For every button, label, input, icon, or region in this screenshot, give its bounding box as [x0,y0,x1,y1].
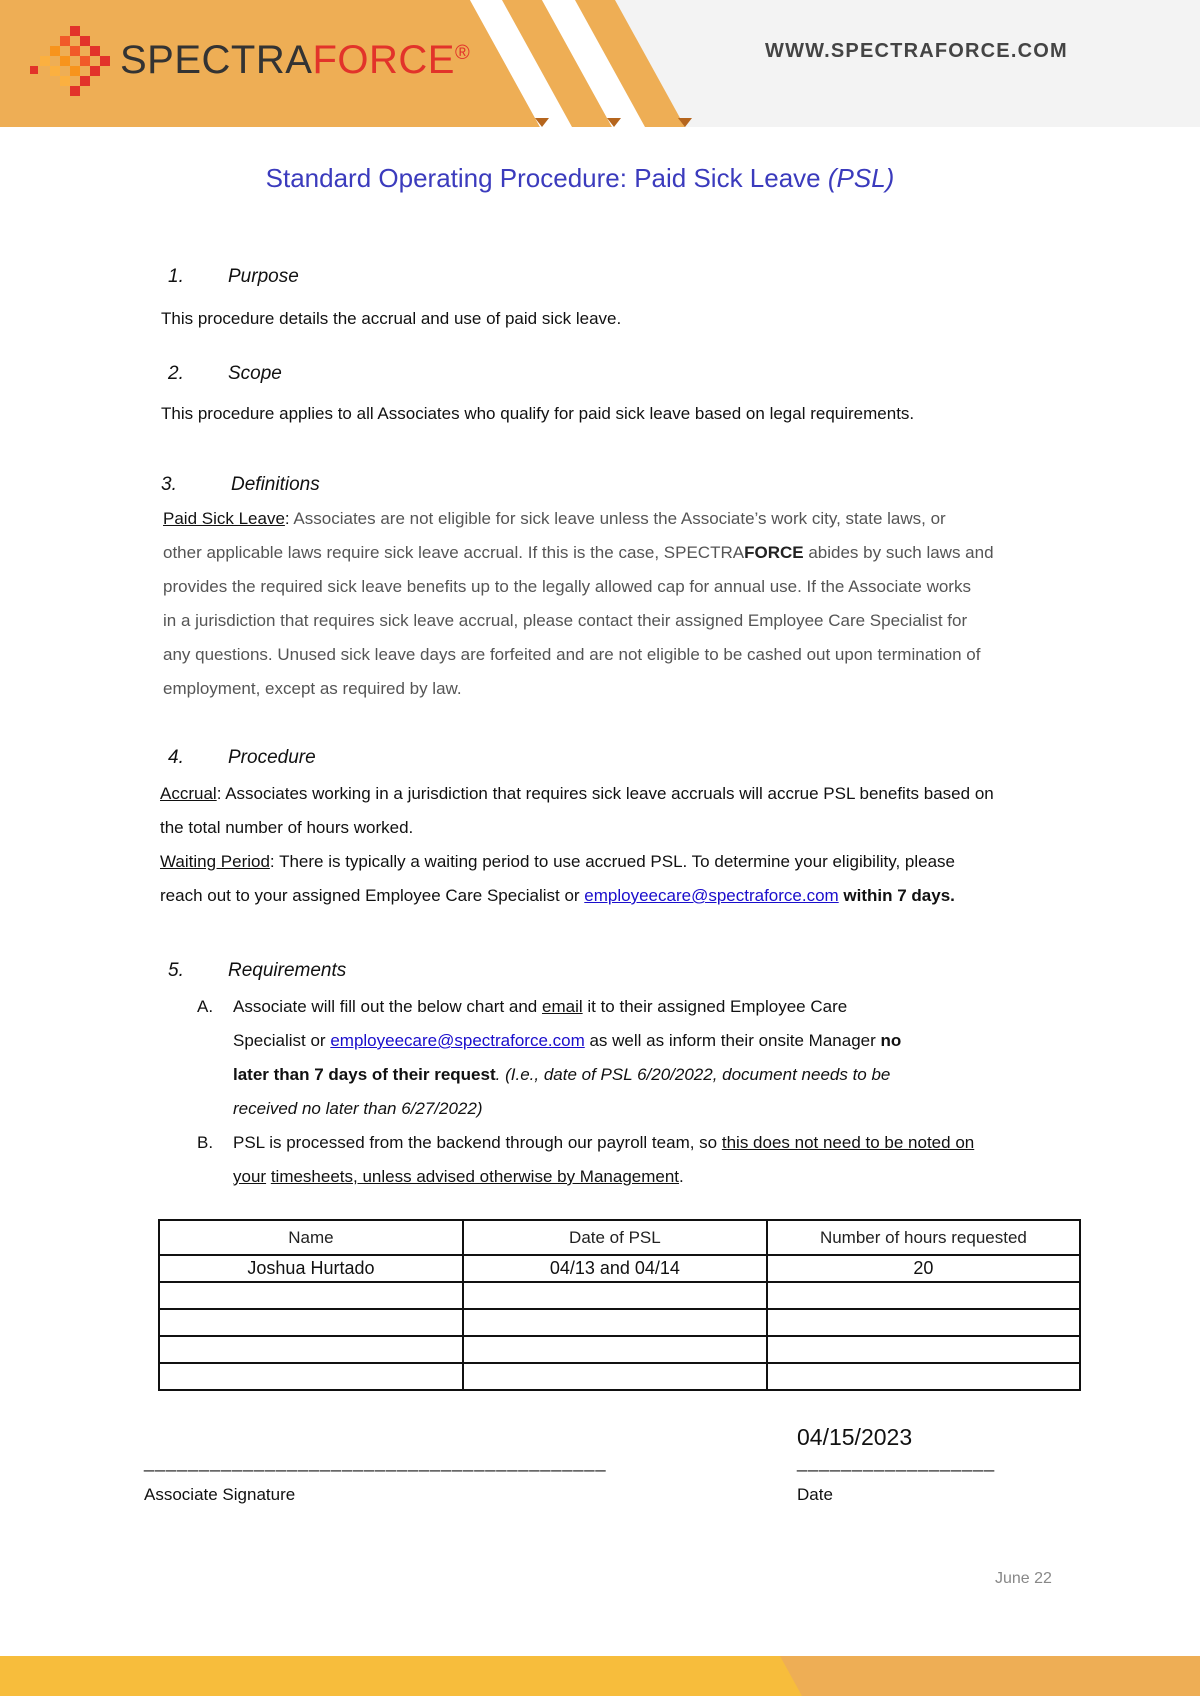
signature-label: Associate Signature [144,1485,296,1504]
section-number: 4. [168,747,184,768]
hours-cell[interactable] [767,1282,1080,1309]
name-cell[interactable] [159,1363,463,1390]
table-row [159,1363,1080,1390]
section-title: Definitions [231,474,320,495]
definitions-line: Associates are not eligible for sick leave unless the Associate’s work city, state laws, or [293,509,946,528]
section-purpose-heading [168,266,299,288]
logo-registered-mark: ® [454,42,471,64]
website-url[interactable]: WWW.SPECTRAFORCE.COM [765,40,1068,62]
date-cell[interactable] [463,1336,767,1363]
section-number: 3. [161,474,177,495]
requirement-bold: later than 7 days of their request [233,1065,496,1084]
requirement-underlined: timesheets, unless advised otherwise by Management [270,1167,680,1186]
name-cell[interactable] [159,1336,463,1363]
page-header [0,0,1200,127]
definitions-line: any questions. Unused sick leave days are forfeited and are not eligible to be cashed out upon termination of [163,645,981,664]
procedure-text: Accrual: Associates working in a jurisdiction that requires sick leave accruals will accrue PSL benefits based on the total number of hours worked. Waiting Period: There is typically a waiting period to use accrued PSL. To determine your eligibility, please reach out to your assigned Employee Care Specialist or employeecare@spectraforce.com within 7 days. [160,777,1060,913]
table-row [159,1255,1080,1282]
logo-force: FORCE [312,38,455,82]
employeecare-email-link[interactable]: employeecare@spectraforce.com [330,1031,585,1050]
section-title: Purpose [228,266,299,287]
date-cell[interactable] [463,1309,767,1336]
scope-text: This procedure applies to all Associates who qualify for paid sick leave based on legal requirements. [161,404,915,423]
company-logo [120,38,470,83]
section-number: 5. [168,960,184,981]
requirement-text: Specialist or [233,1031,331,1050]
waiting-period-term: Waiting Period [160,852,270,871]
table-row [159,1336,1080,1363]
section-title: Scope [228,363,282,384]
column-header-hours: Number of hours requested [767,1220,1080,1255]
requirement-b-text [233,1126,1083,1194]
name-cell[interactable] [159,1309,463,1336]
table-row [159,1309,1080,1336]
hours-cell[interactable]: 20 [767,1255,1080,1282]
psl-request-table [158,1219,1081,1391]
requirement-a-text [233,990,1083,1126]
section-definitions-heading [161,474,320,496]
definitions-line: in a jurisdiction that requires sick leave accrual, please contact their assigned Employee Care Specialist for [163,611,968,630]
hours-cell[interactable] [767,1363,1080,1390]
purpose-text: This procedure details the accrual and use of paid sick leave. [161,309,622,328]
requirement-example: received no later than 6/27/2022) [233,1099,483,1118]
requirement-text: . [679,1167,684,1186]
definitions-line: other applicable laws require sick leave accrual. If this is the case, SPECTRA [163,543,745,562]
section-requirements-heading [168,960,346,982]
footer-graphic [0,1656,1200,1696]
definitions-line: employment, except as required by law. [163,679,462,698]
section-procedure-heading [168,747,316,769]
definitions-line: abides by such laws and [803,543,994,562]
section-title: Requirements [228,960,347,981]
date-cell[interactable] [463,1363,767,1390]
accrual-line: the total number of hours worked. [160,818,414,837]
requirement-underlined: your [233,1167,267,1186]
date-label: Date [797,1485,833,1504]
hours-cell[interactable] [767,1309,1080,1336]
column-header-date: Date of PSL [463,1220,767,1255]
within-7-days: within 7 days. [838,886,955,905]
signature-line[interactable]: __________________________________________ [144,1452,607,1472]
section-number: 1. [168,266,184,287]
requirement-text: PSL is processed from the backend through our payroll team, so [233,1133,722,1152]
section-title: Procedure [228,747,316,768]
accrual-line: Associates working in a jurisdiction that requires sick leave accruals will accrue PSL benefits based on [225,784,994,803]
definitions-text: Paid Sick Leave: Associates are not eligible for sick leave unless the Associate’s work city, state laws, or other applicable laws require sick leave accrual. If this is the case, SPECTRAFORCE abides by such laws and provides the required sick leave benefits up to the legally allowed cap for annual use. If the Associate works in a jurisdiction that requires sick leave accrual, please contact their assigned Employee Care Specialist for any questions. Unused sick leave days are forfeited and are not eligible to be cashed out upon termination of employment, except as required by law. [163,502,1063,706]
employeecare-email-link[interactable]: employeecare@spectraforce.com [584,886,839,905]
page-title [0,163,1160,194]
requirement-bold: no [880,1031,902,1050]
requirement-underlined: this does not need to be noted on [721,1133,975,1152]
waiting-line: There is typically a waiting period to use accrued PSL. To determine your eligibility, please [279,852,956,871]
title-main: Standard Operating Procedure: Paid Sick Leave [265,163,828,193]
paid-sick-leave-term: Paid Sick Leave [163,509,285,528]
revision-date: June 22 [995,1570,1052,1587]
section-number: 2. [168,363,184,384]
waiting-line: reach out to your assigned Employee Care Specialist or [160,886,585,905]
requirement-text: it to their assigned Employee Care [582,997,848,1016]
footer-bar [0,1656,1200,1696]
accrual-term: Accrual [160,784,217,803]
name-cell[interactable] [159,1282,463,1309]
hours-cell[interactable] [767,1336,1080,1363]
logo-spectra: SPECTRA [120,38,313,82]
email-word: email [542,997,583,1016]
name-cell[interactable]: Joshua Hurtado [159,1255,463,1282]
requirement-text: Associate will fill out the below chart and [233,997,542,1016]
date-value[interactable]: 04/15/2023 [797,1424,913,1450]
table-row [159,1282,1080,1309]
section-scope-heading [168,363,282,385]
date-cell[interactable] [463,1282,767,1309]
logo-icon [30,26,122,98]
requirement-example: . (I.e., date of PSL 6/20/2022, document needs to be [495,1065,891,1084]
definitions-line: provides the required sick leave benefits up to the legally allowed cap for annual use. If the Associate works [163,577,971,596]
column-header-name: Name [159,1220,463,1255]
date-cell[interactable]: 04/13 and 04/14 [463,1255,767,1282]
requirement-b-letter: B. [197,1133,214,1152]
requirement-text: as well as inform their onsite Manager [584,1031,881,1050]
date-line: __________________ [797,1452,996,1472]
table-header-row [159,1220,1080,1255]
requirement-a-letter: A. [197,997,214,1016]
force-wordmark: FORCE [744,543,804,562]
title-abbr: (PSL) [827,163,895,193]
